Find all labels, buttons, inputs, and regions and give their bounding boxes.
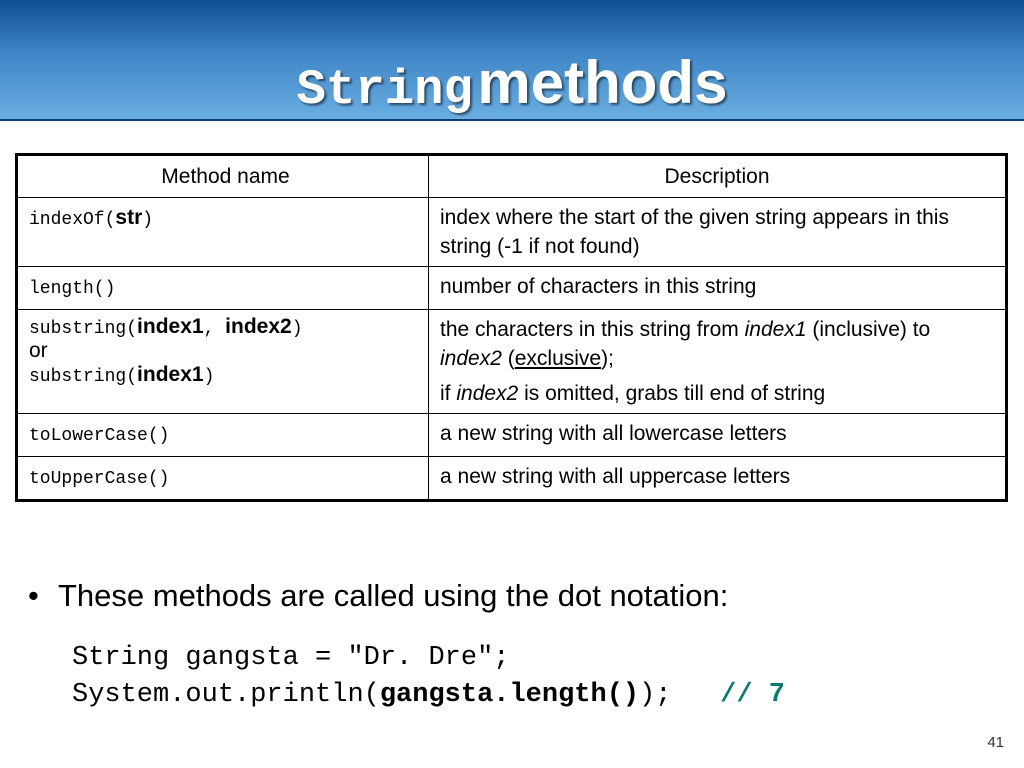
bullet-item (28, 578, 728, 614)
method-code: toLowerCase() (29, 426, 170, 446)
method-code: ) (203, 367, 215, 387)
table-row (17, 198, 1007, 267)
desc-text: ); (601, 347, 614, 370)
title-text: methods (477, 49, 728, 116)
code-text: System.out.println( (72, 680, 380, 710)
description-cell: a new string with all uppercase letters (429, 457, 1007, 501)
method-arg: index1 (137, 363, 204, 386)
method-arg: str (115, 206, 143, 229)
slide-title (0, 48, 1024, 118)
table-row (17, 267, 1007, 310)
desc-text: if (440, 382, 457, 405)
title-bar (0, 0, 1024, 121)
description-cell: number of characters in this string (429, 267, 1007, 310)
desc-text: the characters in this string from (440, 318, 745, 341)
method-arg: index1 (137, 315, 204, 338)
description-cell (429, 310, 1007, 414)
description-cell: index where the start of the given string appears in this string (-1 if not found) (429, 198, 1007, 267)
bullet-text: These methods are called using the dot notation: (58, 578, 729, 613)
table-row (17, 310, 1007, 414)
method-code: substring( (29, 367, 138, 387)
paragraph-gap (440, 373, 994, 379)
desc-underline: exclusive (514, 347, 602, 370)
page-number: 41 (987, 734, 1004, 751)
header-method-name: Method name (17, 155, 429, 198)
method-line (29, 361, 422, 391)
method-code: substring( (29, 319, 138, 339)
method-code: length() (29, 279, 116, 299)
table-row (17, 457, 1007, 501)
method-arg: index2 (225, 315, 292, 338)
method-cell (17, 457, 429, 501)
desc-text: (inclusive) to (806, 318, 931, 341)
desc-text: ( (501, 347, 515, 370)
code-example (72, 640, 785, 714)
method-cell (17, 198, 429, 267)
bullet-dot-icon: • (28, 578, 39, 613)
method-code: ) (142, 210, 154, 230)
method-cell (17, 310, 429, 414)
header-description: Description (429, 155, 1007, 198)
description-cell: a new string with all lowercase letters (429, 414, 1007, 457)
method-code: toUpperCase() (29, 469, 170, 489)
code-text: ); (639, 680, 672, 710)
desc-italic: index1 (744, 318, 807, 341)
table-row (17, 414, 1007, 457)
method-code: , (203, 319, 226, 339)
table-header-row (17, 155, 1007, 198)
method-line (29, 315, 422, 341)
title-code: String (296, 62, 473, 118)
desc-italic: index2 (440, 347, 502, 370)
method-code: indexOf( (29, 210, 116, 230)
method-code: ) (291, 319, 303, 339)
method-cell (17, 414, 429, 457)
code-line-1: String gangsta = "Dr. Dre"; (72, 643, 510, 673)
method-cell (17, 267, 429, 310)
code-line-2 (72, 680, 785, 710)
desc-text: is omitted, grabs till end of string (518, 382, 826, 405)
desc-italic: index2 (456, 382, 519, 405)
code-bold: gangsta.length() (379, 680, 640, 710)
method-or: or (29, 339, 48, 362)
code-comment: // 7 (720, 680, 785, 710)
methods-table (15, 153, 1008, 502)
